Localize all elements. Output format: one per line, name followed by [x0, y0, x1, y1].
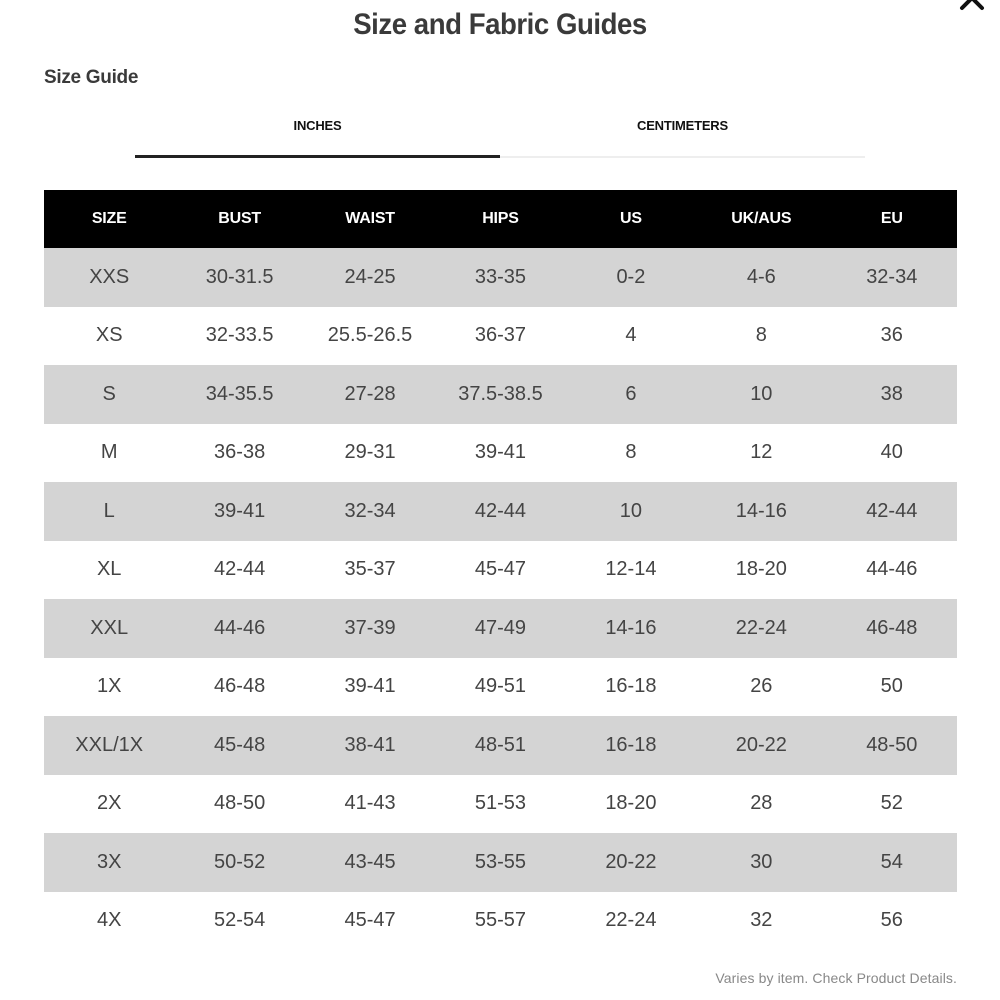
cell-uk-aus: 8 [755, 324, 767, 347]
cell-eu: 48-50 [827, 716, 957, 775]
cell-size: S [44, 365, 174, 424]
cell-us: 6 [566, 365, 696, 424]
cell-hips: 51-53 [474, 792, 527, 815]
cell-uk-aus: 10 [696, 365, 826, 424]
cell-bust: 52-54 [214, 909, 266, 932]
cell-size: XL [96, 558, 122, 581]
cell-hips: 33-35 [435, 248, 565, 307]
cell-us: 20-22 [566, 833, 696, 892]
cell-waist: 43-45 [305, 833, 435, 892]
cell-us: 22-24 [605, 909, 657, 932]
table-row [44, 541, 957, 600]
cell-bust: 46-48 [214, 675, 266, 698]
table-header-row [44, 190, 957, 248]
cell-eu: 40 [880, 441, 903, 464]
tab-underline [135, 155, 500, 158]
table-row [44, 658, 957, 717]
cell-uk-aus: 12 [750, 441, 773, 464]
cell-waist: 25.5-26.5 [327, 324, 413, 347]
cell-size: XXS [44, 248, 174, 307]
cell-size: XXL/1X [44, 716, 174, 775]
cell-waist: 32-34 [305, 482, 435, 541]
cell-waist: 35-37 [344, 558, 396, 581]
cell-eu: 44-46 [866, 558, 918, 581]
cell-hips: 39-41 [474, 441, 527, 464]
cell-size: XXL [44, 599, 174, 658]
cell-waist: 39-41 [344, 675, 396, 698]
cell-hips: 36-37 [474, 324, 527, 347]
cell-us: 10 [566, 482, 696, 541]
cell-bust: 42-44 [214, 558, 266, 581]
cell-bust: 44-46 [174, 599, 304, 658]
cell-waist: 27-28 [305, 365, 435, 424]
cell-hips: 45-47 [474, 558, 527, 581]
cell-hips: 47-49 [435, 599, 565, 658]
cell-eu: 36 [880, 324, 903, 347]
cell-us: 14-16 [566, 599, 696, 658]
table-row [44, 833, 957, 892]
footnote: Varies by item. Check Product Details. [715, 970, 957, 986]
cell-eu: 56 [880, 909, 903, 932]
table-row [44, 482, 957, 541]
column-header-size: SIZE [44, 190, 174, 248]
section-title-size-guide: Size Guide [44, 67, 139, 88]
cell-bust: 34-35.5 [174, 365, 304, 424]
cell-us: 16-18 [566, 716, 696, 775]
cell-size: XS [95, 324, 123, 347]
cell-us: 0-2 [566, 248, 696, 307]
cell-waist: 24-25 [305, 248, 435, 307]
cell-size: 2X [96, 792, 122, 815]
cell-waist: 29-31 [344, 441, 396, 464]
cell-uk-aus: 28 [750, 792, 773, 815]
cell-bust: 48-50 [214, 792, 266, 815]
cell-hips: 48-51 [435, 716, 565, 775]
modal-title: Size and Fabric Guides [353, 8, 647, 41]
table-row [44, 892, 957, 951]
cell-size: M [100, 441, 118, 464]
cell-uk-aus: 32 [750, 909, 773, 932]
cell-size: 3X [44, 833, 174, 892]
column-header-uk-aus: UK/AUS [696, 190, 826, 248]
table-row [44, 424, 957, 483]
cell-bust: 50-52 [174, 833, 304, 892]
cell-eu: 54 [827, 833, 957, 892]
cell-size: 1X [96, 675, 122, 698]
table-row [44, 716, 957, 775]
table-row [44, 248, 957, 307]
table-row [44, 599, 957, 658]
cell-eu: 50 [880, 675, 903, 698]
cell-eu: 46-48 [827, 599, 957, 658]
cell-uk-aus: 30 [696, 833, 826, 892]
cell-uk-aus: 18-20 [735, 558, 787, 581]
table-body [44, 248, 957, 950]
cell-eu: 42-44 [827, 482, 957, 541]
cell-hips: 55-57 [474, 909, 527, 932]
cell-bust: 30-31.5 [174, 248, 304, 307]
table-row [44, 307, 957, 366]
tab-underline [500, 156, 865, 158]
cell-size: 4X [96, 909, 122, 932]
cell-us: 8 [625, 441, 637, 464]
cell-us: 18-20 [605, 792, 657, 815]
column-header-hips: HIPS [435, 190, 565, 248]
size-table [44, 190, 957, 950]
cell-bust: 36-38 [214, 441, 266, 464]
cell-waist: 38-41 [305, 716, 435, 775]
cell-uk-aus: 26 [750, 675, 773, 698]
cell-us: 4 [625, 324, 637, 347]
tab-label: INCHES [293, 118, 342, 133]
cell-us: 16-18 [605, 675, 657, 698]
cell-waist: 41-43 [344, 792, 396, 815]
cell-uk-aus: 22-24 [696, 599, 826, 658]
tab-inches[interactable] [135, 108, 500, 158]
tab-centimeters[interactable] [500, 108, 865, 158]
cell-hips: 42-44 [435, 482, 565, 541]
table-row [44, 365, 957, 424]
close-button[interactable] [955, 0, 989, 10]
cell-bust: 45-48 [174, 716, 304, 775]
cell-hips: 37.5-38.5 [435, 365, 565, 424]
column-header-bust: BUST [174, 190, 304, 248]
cell-eu: 52 [880, 792, 903, 815]
cell-waist: 45-47 [344, 909, 396, 932]
column-header-us: US [566, 190, 696, 248]
cell-eu: 38 [827, 365, 957, 424]
cell-uk-aus: 14-16 [696, 482, 826, 541]
cell-waist: 37-39 [305, 599, 435, 658]
cell-uk-aus: 4-6 [696, 248, 826, 307]
cell-hips: 49-51 [474, 675, 527, 698]
cell-bust: 39-41 [174, 482, 304, 541]
column-header-waist: WAIST [305, 190, 435, 248]
close-icon [958, 0, 986, 12]
table-row [44, 775, 957, 834]
cell-uk-aus: 20-22 [696, 716, 826, 775]
tab-label: CENTIMETERS [637, 118, 728, 133]
cell-size: L [44, 482, 174, 541]
cell-hips: 53-55 [435, 833, 565, 892]
cell-bust: 32-33.5 [205, 324, 274, 347]
cell-us: 12-14 [605, 558, 657, 581]
unit-tabs [135, 108, 865, 158]
cell-eu: 32-34 [827, 248, 957, 307]
column-header-eu: EU [827, 190, 957, 248]
